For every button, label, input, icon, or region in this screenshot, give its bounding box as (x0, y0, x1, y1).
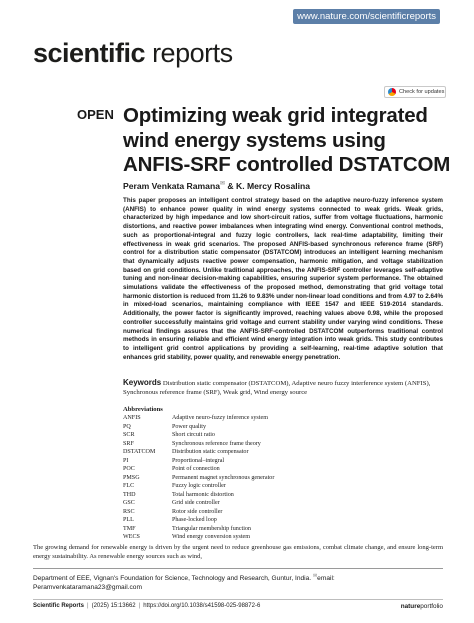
introduction-paragraph: The growing demand for renewable energy is driven by the urgent need to reduce greenhouse gas emissions, combat climate change, and ensure long-term energy sustainability. As renewable energy sources such as wind, (33, 544, 443, 560)
check-for-updates-button[interactable] (384, 86, 446, 98)
journal-name-part2: reports (152, 38, 233, 68)
abbreviation-term: DSTATCOM (123, 449, 156, 455)
abbreviation-row (123, 440, 274, 449)
abbreviation-row (123, 533, 274, 542)
abbreviation-definition: Power quality (172, 423, 207, 430)
footer-doi-link[interactable]: https://doi.org/10.1038/s41598-025-98872-6 (143, 603, 261, 609)
abbreviation-term: PI (123, 457, 129, 464)
abbreviation-definition: Adaptive neuro-fuzzy inference system (172, 415, 268, 421)
abbreviation-row (123, 465, 274, 474)
keywords-text: Distribution static compensator (DSTATCOM), Adaptive neuro fuzzy interference system (ANFIS), Synchronous reference frame (SRF), Weak grid, Wind energy source (123, 380, 431, 396)
author-name-2[interactable]: & K. Mercy Rosalina (225, 180, 311, 191)
open-access-label: OPEN (77, 107, 114, 122)
footer-separator: | (138, 603, 141, 609)
abbreviation-definition: Point of connection (172, 466, 220, 472)
site-url-link[interactable]: www.nature.com/scientificreports (293, 9, 440, 24)
abbreviation-definition: Wind energy conversion system (172, 534, 250, 540)
keywords (123, 378, 443, 397)
abbreviation-row (123, 516, 274, 525)
footer-divider (33, 599, 443, 600)
footer-separator: | (87, 603, 89, 609)
abbreviation-definition: Rotor side controller (172, 508, 223, 515)
affiliation-divider (33, 568, 443, 569)
abbreviation-term: PMSG (123, 474, 140, 481)
publisher-name-bold: nature (400, 602, 421, 610)
author-name-1[interactable]: Peram Venkata Ramana (123, 180, 220, 191)
abbreviation-row (123, 508, 274, 517)
footer-volume: (2025) 15:13662 (91, 603, 136, 609)
email-icon: ✉ (312, 573, 318, 579)
abbreviation-definition: Short circuit ratio (172, 432, 215, 438)
abbreviation-row (123, 499, 274, 508)
abbreviations-table (123, 414, 274, 542)
author-email-link[interactable]: Peramvenkataramana23@gmail.com (33, 583, 142, 591)
abbreviation-definition: Permanent magnet synchronous generator (172, 474, 275, 481)
abbreviation-definition: Fuzzy logic controller (172, 483, 226, 489)
abbreviation-term: POC (123, 466, 135, 472)
email-icon[interactable]: ✉ (219, 181, 226, 187)
abbreviation-definition: Total harmonic distortion (172, 491, 234, 498)
abbreviation-term: SCR (123, 432, 135, 438)
abbreviation-term: TMF (123, 525, 136, 532)
footer-journal: Scientific Reports (33, 603, 85, 609)
abbreviation-row (123, 525, 274, 534)
abbreviation-row (123, 414, 274, 423)
abbreviations-heading: Abbreviations (123, 406, 163, 413)
abbreviation-term: GSC (123, 500, 135, 506)
journal-name-part1: scientific (33, 38, 146, 68)
author-list (123, 180, 310, 191)
abbreviation-term: ANFIS (123, 415, 141, 421)
abbreviation-definition: Distribution static compensator (172, 449, 249, 455)
abbreviation-term: WECS (123, 534, 140, 540)
abbreviation-definition: Proportional–integral (172, 457, 225, 464)
abbreviation-term: RSC (123, 508, 135, 515)
abstract: This paper proposes an intelligent control strategy based on the adaptive neuro-fuzzy inference system (ANFIS) to enhance power quality in wind energy systems connected to weak grids. Weak grids, characterized by high impedance and low short-circuit ratios, suffer from voltage fluctuations, harmonic distortions, and reactive power imbalances when integrating wind energy. Conventional control methods, such as proportional-integral and fuzzy logic controllers, lack real-time adaptability, limiting their effectiveness in weak grid scenarios. The proposed ANFIS-based synchronous reference frame (SRF) control for a distribution static compensator (DSTATCOM) introduces an intelligent learning mechanism that dynamically adjusts reactive power compensation, harmonic mitigation, and voltage stabilization based on grid conditions. Unlike traditional approaches, the ANFIS-SRF controller leverages self-adaptive tuning and non-linear decision-making capabilities, ensuring superior system performance. The obtained simulations validate the effectiveness of the proposed method, demonstrating that grid voltage total harmonic distortion is reduced from 11.26 to 9.83% under non-linear load conditions and from 4.97 to 2.64% in mixed-load scenarios, maintaining compliance with IEEE 1547 and IEEE 519-2014 standards. Additionally, the power factor is significantly improved, reaching values above 0.98, while the proposed controller successfully maintains grid voltage and current stability under varying wind conditions. These numerical findings assures that the ANFIS-SRF-controlled DSTATCOM outperforms traditional control methods in ensuring reliable and efficient wind energy integration into weak grids. This study contributes to intelligent grid control applications by providing a self-learning, real-time adaptive solution that enhances grid stability, power quality, and renewable energy penetration. (123, 197, 443, 361)
affiliation-text: Department of EEE, Vignan's Foundation for Science, Technology and Research, Guntur, India. (33, 575, 312, 583)
abbreviation-row (123, 448, 274, 457)
article-title: Optimizing weak grid integrated wind energy systems using ANFIS-SRF controlled DSTATCOM (123, 104, 451, 176)
abbreviation-definition: Phase-locked loop (172, 517, 217, 523)
page-footer (33, 601, 443, 611)
email-label: email: (317, 575, 335, 583)
abbreviation-term: PLL (123, 517, 134, 523)
check-updates-label: Check for updates (399, 89, 445, 95)
crossmark-icon (388, 88, 396, 96)
abbreviation-row (123, 491, 274, 500)
abbreviation-term: PQ (123, 423, 131, 430)
publisher-name-light: portfolio (420, 602, 443, 610)
abbreviation-row (123, 431, 274, 440)
keywords-label: Keywords (123, 378, 162, 387)
abbreviation-row (123, 474, 274, 483)
abbreviation-definition: Triangular membership function (172, 525, 251, 532)
abbreviation-term: FLC (123, 483, 135, 489)
affiliation (33, 572, 443, 593)
abbreviation-row (123, 423, 274, 432)
abbreviation-row (123, 457, 274, 466)
abbreviation-definition: Grid side controller (172, 500, 220, 506)
abbreviation-definition: Synchronous reference frame theory (172, 440, 261, 447)
abbreviation-row (123, 482, 274, 491)
journal-logo[interactable] (33, 38, 233, 69)
abbreviation-term: SRF (123, 440, 134, 447)
publisher-logo[interactable] (401, 603, 443, 610)
abbreviation-term: THD (123, 491, 136, 498)
